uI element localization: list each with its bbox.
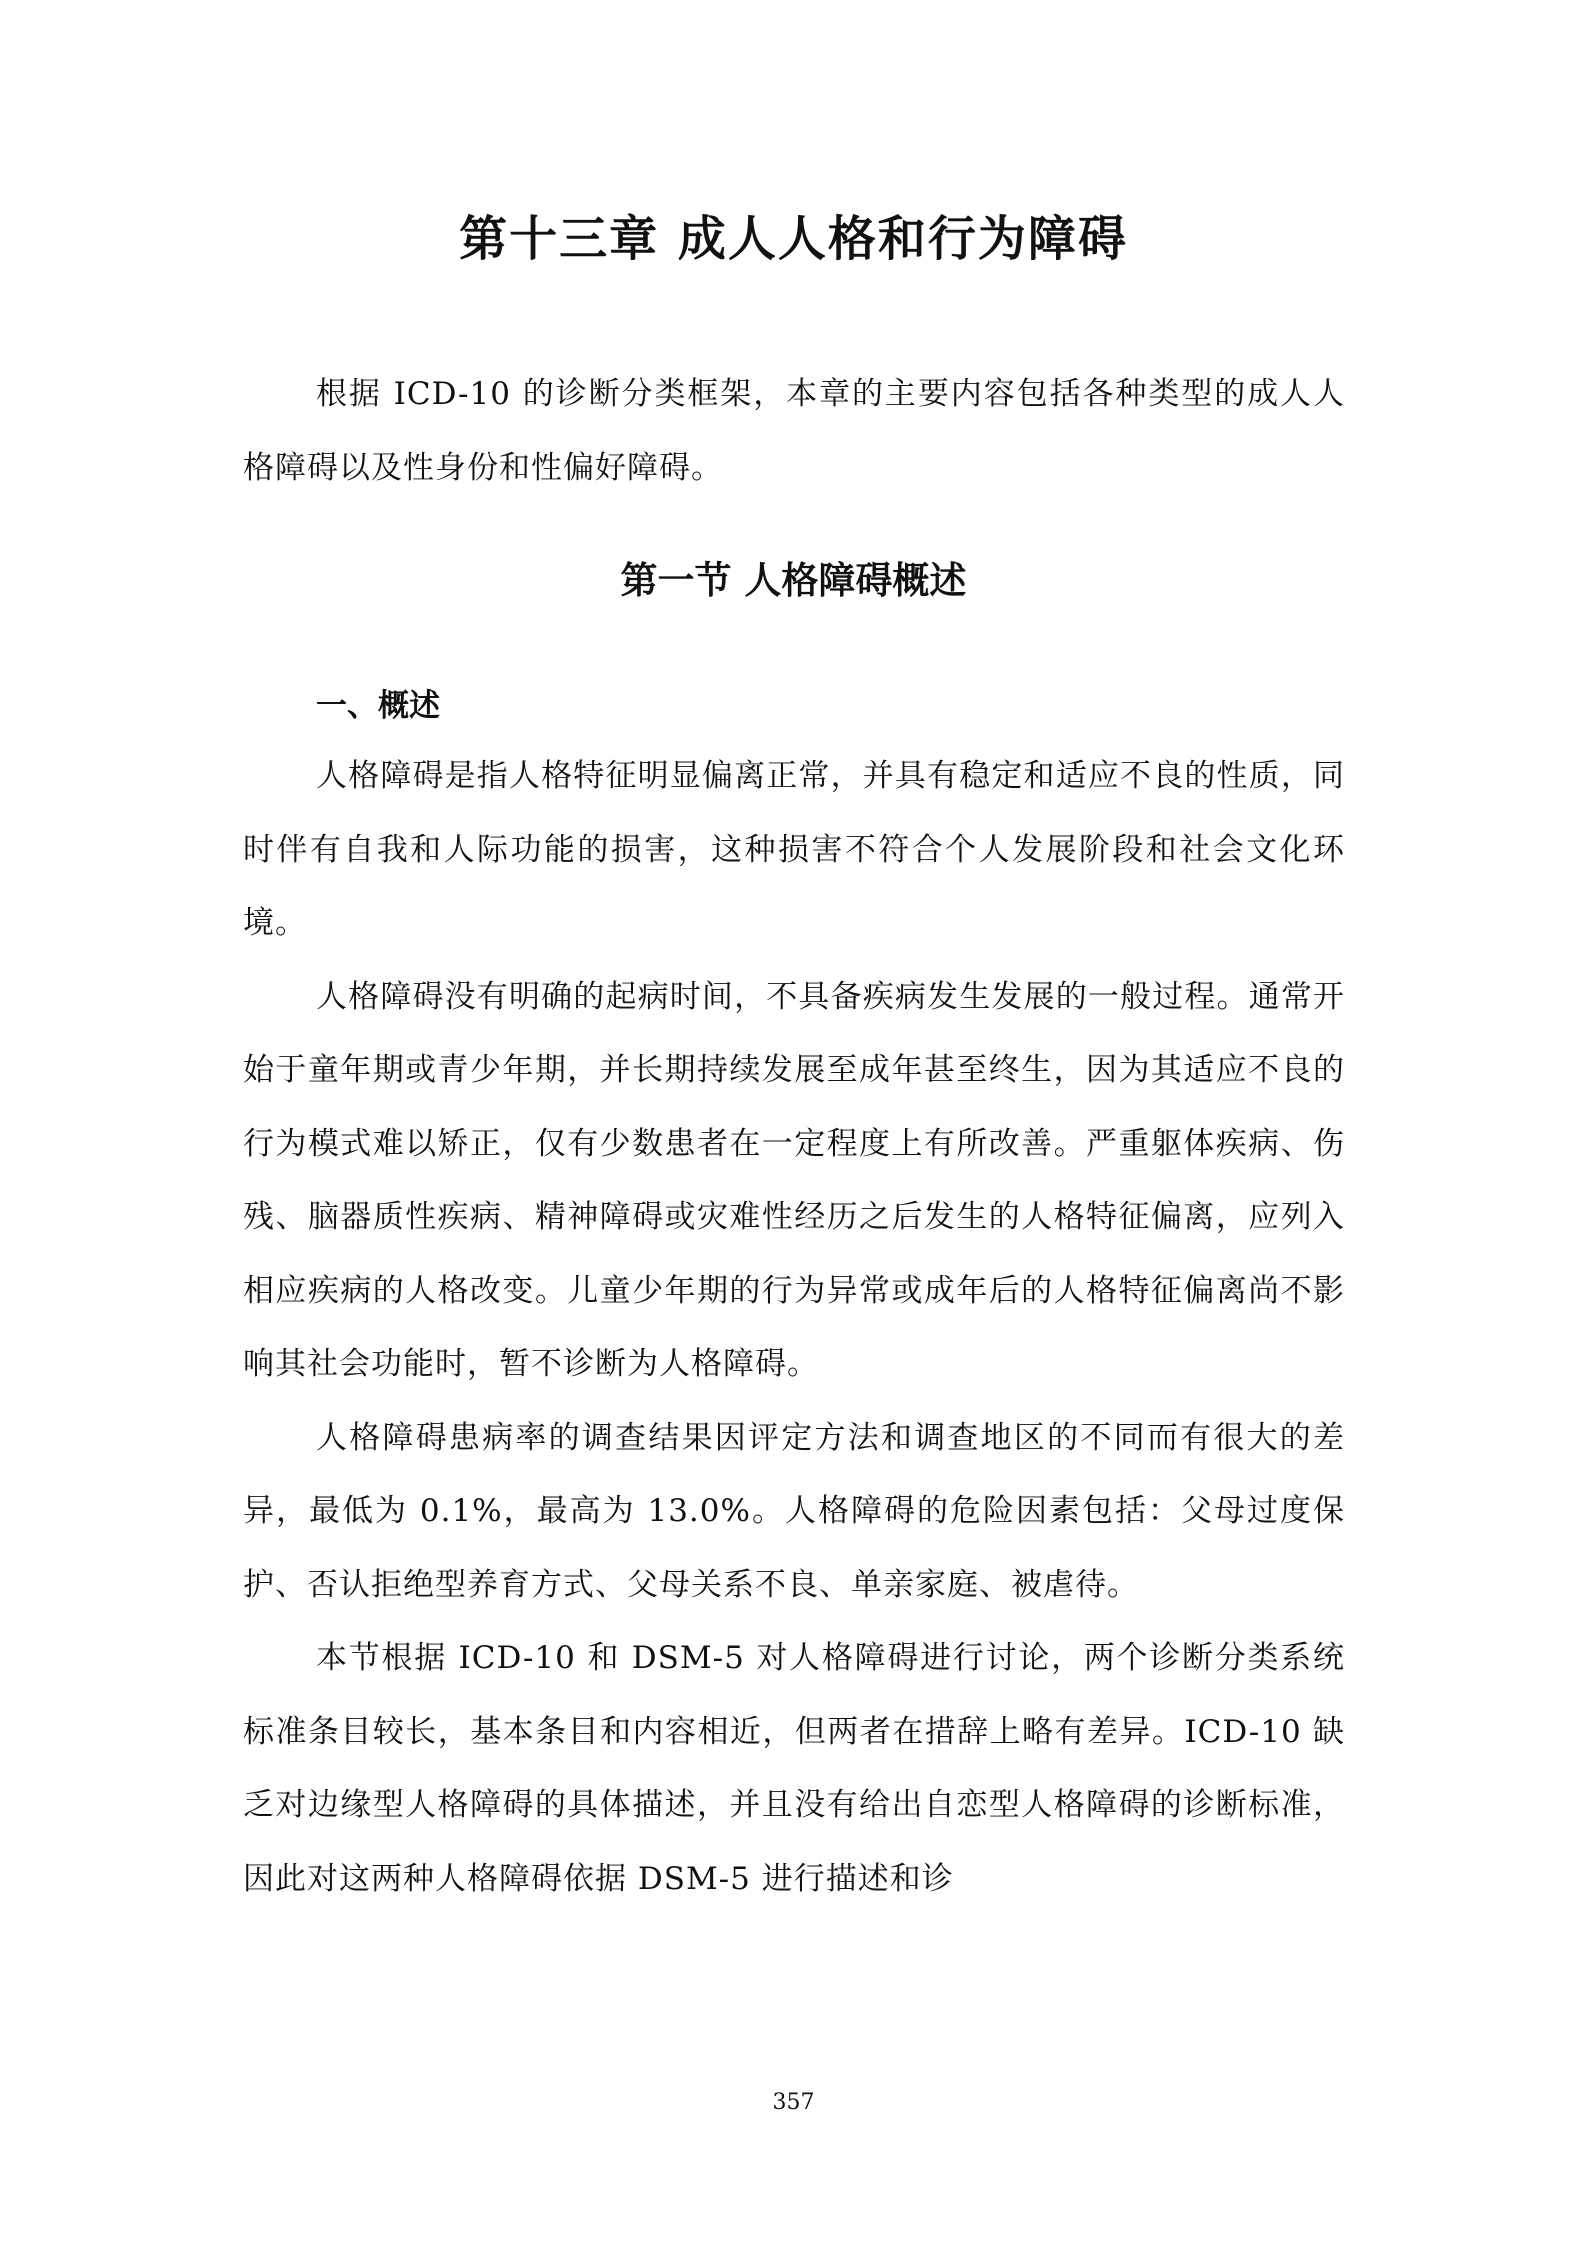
- body-text: [243, 740, 1345, 1916]
- section-title: 第一节 人格障碍概述: [620, 559, 967, 602]
- intro-paragraph: 根据 ICD-10 的诊断分类框架，本章的主要内容包括各种类型的成人人格障碍以及性身份和性偏好障碍。: [243, 376, 1345, 486]
- body-paragraph: 本节根据 ICD-10 和 DSM-5 对人格障碍进行讨论，两个诊断分类系统标准条目较长，基本条目和内容相近，但两者在措辞上略有差异。ICD-10 缺乏对边缘型人格障碍的具体描述，并且没有给出自恋型人格障碍的诊断标准，因此对这两种人格障碍依据 DSM-5 进行描述和诊: [243, 1640, 1345, 1897]
- body-paragraph: 人格障碍是指人格特征明显偏离正常，并具有稳定和适应不良的性质，同时伴有自我和人际功能的损害，这种损害不符合个人发展阶段和社会文化环境。: [243, 758, 1345, 941]
- subsection-title: 一、概述: [316, 688, 440, 724]
- body-paragraph: 人格障碍患病率的调查结果因评定方法和调查地区的不同而有很大的差异，最低为 0.1%，最高为 13.0%。人格障碍的危险因素包括：父母过度保护、否认拒绝型养育方式、父母关系不良、单亲家庭、被虐待。: [243, 1419, 1345, 1603]
- page-number: 357: [772, 2090, 815, 2115]
- chapter-title: 第十三章 成人人格和行为障碍: [459, 211, 1128, 267]
- body-paragraph: 人格障碍没有明确的起病时间，不具备疾病发生发展的一般过程。通常开始于童年期或青少年期，并长期持续发展至成年甚至终生，因为其适应不良的行为模式难以矫正，仅有少数患者在一定程度上有所改善。严重躯体疾病、伤残、脑器质性疾病、精神障碍或灾难性经历之后发生的人格特征偏离，应列入相应疾病的人格改变。儿童少年期的行为异常或成年后的人格特征偏离尚不影响其社会功能时，暂不诊断为人格障碍。: [243, 978, 1345, 1382]
